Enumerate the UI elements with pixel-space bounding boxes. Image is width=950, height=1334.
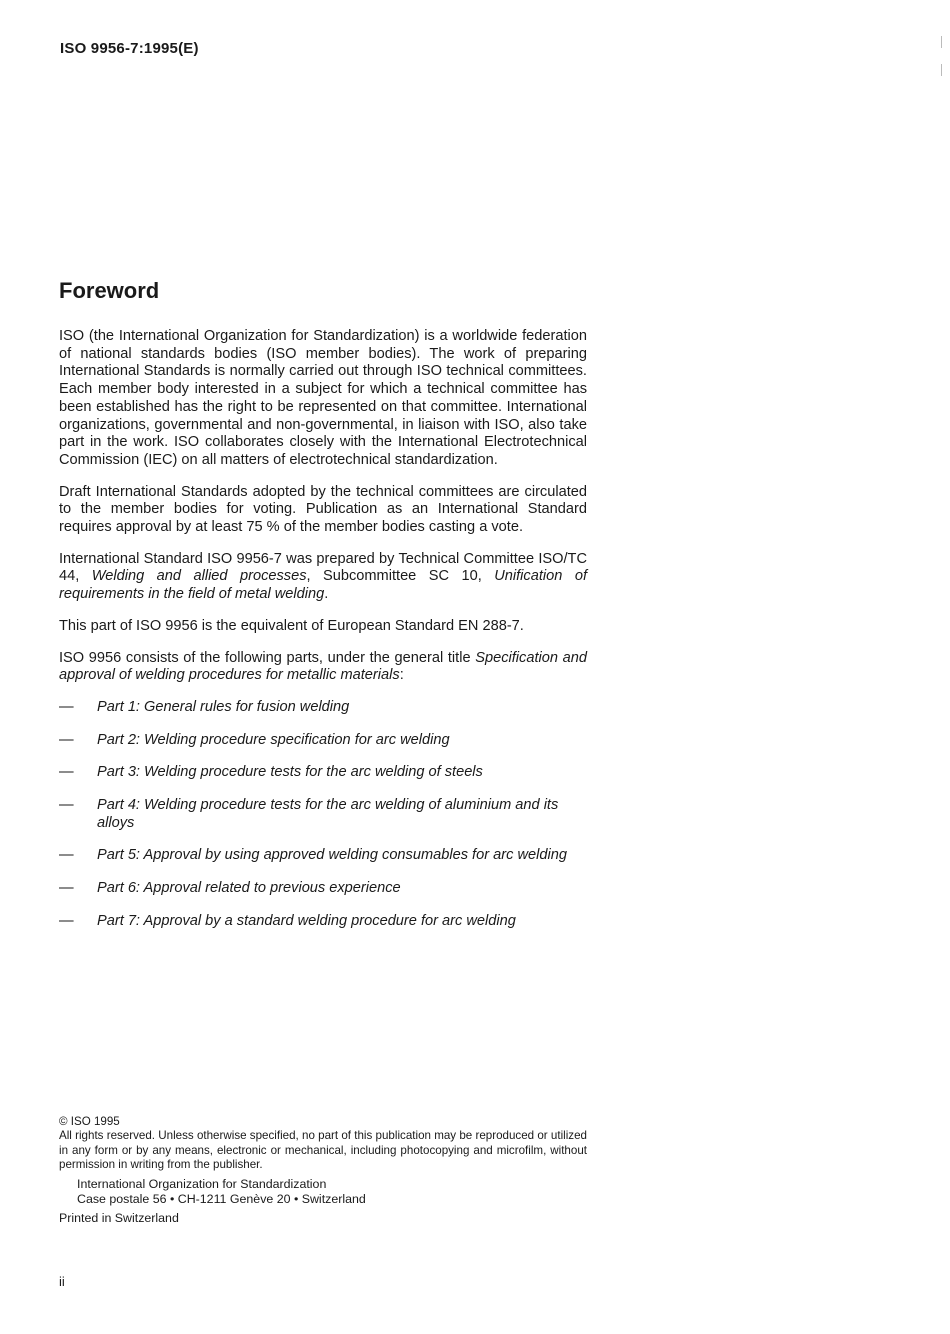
prepared-by-text-a: International Standard ISO 9956-7 was prepared by Technical Committee ISO/TC 44, — [59, 550, 587, 585]
parts-intro-text-c: : — [399, 667, 404, 684]
dash-bullet: — — [59, 912, 74, 929]
document-id-header: ISO 9956-7:1995(E) — [60, 40, 199, 57]
subcommittee-title: Unification of requirements in the field of metal welding — [59, 568, 587, 603]
paragraph-prepared-by — [59, 551, 587, 604]
prepared-by-text-c: , Subcommittee SC 10, — [306, 568, 495, 585]
part-label: Part 6: Approval related to previous experience — [97, 880, 401, 897]
paragraph-iso-intro: ISO (the International Organization for Standardization) is a worldwide federation of national standards bodies (ISO member bodies). The work of preparing International Standards is normally carried out through ISO technical committees. Each member body interested in a subject for which a technical committee has been established has the right to be represented on that committee. International organizations, governmental and non-governmental, in liaison with ISO, also take part in the work. ISO collaborates closely with the International Electrotechnical Commission (IEC) on all matters of electrotechnical standardization. — [59, 328, 587, 468]
page-title: Foreword — [59, 278, 160, 303]
foreword-body — [59, 328, 587, 946]
part-label: Part 4: Welding procedure tests for the arc welding of aluminium and its alloys — [97, 797, 559, 831]
list-item — [59, 764, 587, 782]
committee-title: Welding and allied processes — [91, 568, 307, 585]
dash-bullet: — — [59, 731, 74, 748]
parts-list — [59, 699, 587, 931]
list-item — [59, 913, 587, 931]
prepared-by-text-e: . — [324, 586, 329, 603]
part-label: Part 5: Approval by using approved welding consumables for arc welding — [97, 847, 567, 864]
paragraph-draft-standards: Draft International Standards adopted by the technical committees are circulated to the member bodies for voting. Publication as an International Standard requires approval by at least 75 % of the member bodies casting a vote. — [59, 483, 587, 536]
dash-bullet: — — [59, 797, 74, 814]
publisher-org: International Organization for Standardization — [77, 1176, 327, 1191]
scan-mark — [941, 36, 942, 48]
dash-bullet: — — [59, 880, 74, 897]
list-item — [59, 880, 587, 898]
part-label: Part 3: Welding procedure tests for the arc welding of steels — [97, 764, 483, 781]
dash-bullet: — — [59, 698, 74, 715]
parts-intro-text-a: ISO 9956 consists of the following parts, under the general title — [59, 649, 476, 666]
dash-bullet: — — [59, 847, 74, 864]
list-item — [59, 847, 587, 865]
list-item — [59, 797, 587, 832]
rights-notice: All rights reserved. Unless otherwise specified, no part of this publication may be reproduced or utilized in any form or by any means, electronic or mechanical, including photocopying and microfilm, without permission in writing from the publisher. — [59, 1129, 587, 1172]
copyright-line: © ISO 1995 — [59, 1115, 120, 1128]
paragraph-parts-intro — [59, 650, 587, 685]
part-label: Part 7: Approval by a standard welding procedure for arc welding — [97, 912, 516, 929]
publisher-address — [59, 1177, 587, 1207]
part-label: Part 1: General rules for fusion welding — [97, 698, 350, 715]
dash-bullet: — — [59, 764, 74, 781]
copyright-block — [59, 1115, 587, 1225]
general-title: Specification and approval of welding procedures for metallic materials — [59, 649, 587, 684]
part-label: Part 2: Welding procedure specification for arc welding — [97, 731, 450, 748]
paragraph-equivalent: This part of ISO 9956 is the equivalent of European Standard EN 288-7. — [59, 617, 524, 634]
page-number: ii — [59, 1274, 65, 1289]
list-item — [59, 732, 587, 750]
scan-mark — [941, 64, 942, 76]
printed-in: Printed in Switzerland — [59, 1210, 179, 1225]
list-item — [59, 699, 587, 717]
publisher-postal: Case postale 56 • CH-1211 Genève 20 • Switzerland — [77, 1191, 366, 1206]
